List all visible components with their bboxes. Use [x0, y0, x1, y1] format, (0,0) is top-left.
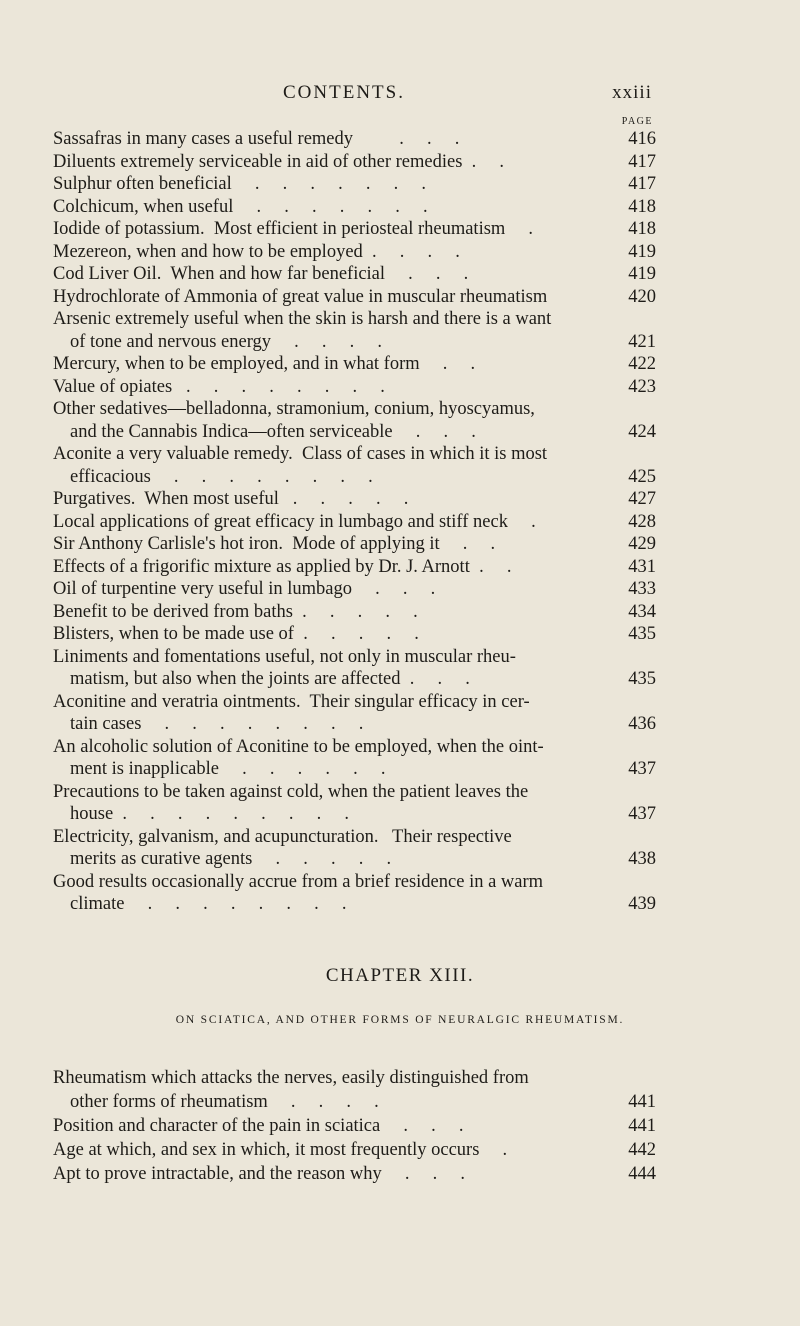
toc-entry-text: Good results occasionally accrue from a brief residence in a warm climate . . . . . . . .	[53, 871, 544, 914]
toc-entry-page: 438	[628, 849, 656, 869]
toc-entry-text: Liniments and fomentations useful, not only in muscular rheu- matism, but also when the joints are affected . . .	[53, 646, 516, 689]
toc-entry-page: 437	[628, 759, 656, 779]
toc-entry-page: 429	[628, 534, 656, 554]
toc-entry-page: 416	[628, 129, 656, 149]
toc-entry	[53, 601, 656, 624]
toc-entry-page: 433	[628, 579, 656, 599]
toc-entry-text: Sulphur often beneficial . . . . . . .	[53, 174, 427, 194]
toc-entry-page: 441	[628, 1116, 656, 1136]
toc-entry	[53, 263, 656, 286]
toc-entry-page: 418	[628, 219, 656, 239]
toc-entry-page: 421	[628, 331, 656, 352]
toc-entry	[53, 1138, 656, 1162]
toc-entry-page: 435	[628, 669, 656, 689]
toc-entry-page: 435	[628, 624, 656, 644]
running-head	[0, 82, 800, 108]
toc-entry-text: Benefit to be derived from baths . . . . .	[53, 601, 418, 622]
toc-entry-page: 425	[628, 466, 656, 487]
toc-entry-text: Precautions to be taken against cold, when the patient leaves the house . . . . . . . . .	[53, 781, 529, 824]
toc-entry-page: 431	[628, 556, 656, 577]
toc-entry-text: Age at which, and sex in which, it most frequently occurs .	[53, 1140, 508, 1160]
toc-entry-page: 419	[628, 264, 656, 284]
chapter-title: CHAPTER XIII.	[325, 965, 475, 986]
toc-entry	[53, 353, 656, 376]
toc-entry-text: Value of opiates . . . . . . . .	[53, 376, 385, 397]
chapter-subtitle: ON SCIATICA, AND OTHER FORMS OF NEURALGIC RHEUMATISM.	[175, 1014, 625, 1026]
toc-entry	[53, 376, 656, 399]
toc-entry-text: Hydrochlorate of Ammonia of great value in muscular rheumatism	[53, 286, 548, 307]
toc-entry-text: Colchicum, when useful . . . . . . .	[53, 196, 428, 217]
header-page-number: xxiii	[612, 82, 652, 103]
toc-entry	[53, 781, 656, 826]
toc-entry	[53, 646, 656, 691]
toc-entry-text: Aconite a very valuable remedy. Class of cases in which it is most efficacious . . . . . . . .	[53, 444, 548, 487]
toc-entry-page: 418	[628, 196, 656, 217]
toc-entry-text: Diluents extremely serviceable in aid of other remedies . .	[53, 151, 505, 172]
toc-entry	[53, 218, 656, 241]
toc-entry-text: Electricity, galvanism, and acupuncturation. Their respective merits as curative agents . . . . .	[53, 826, 512, 869]
toc-entry-page: 434	[628, 601, 656, 622]
toc-entry-text: Mercury, when to be employed, and in what form . .	[53, 354, 476, 374]
toc-entry-page: 417	[628, 174, 656, 194]
toc-entry-page: 428	[628, 511, 656, 532]
toc-entry	[53, 196, 656, 219]
toc-entry	[53, 1066, 656, 1114]
toc-entry-text: Sassafras in many cases a useful remedy . . .	[53, 129, 460, 149]
toc-entry	[53, 623, 656, 646]
chapter-contents-list	[53, 1066, 656, 1186]
toc-entry-text: Iodide of potassium. Most efficient in periosteal rheumatism .	[53, 219, 534, 239]
toc-entry	[53, 128, 656, 151]
toc-entry-text: Apt to prove intractable, and the reason why . . .	[53, 1164, 466, 1184]
toc-entry-page: 417	[628, 151, 656, 172]
toc-entry	[53, 241, 656, 264]
toc-entry-text: Local applications of great efficacy in lumbago and stiff neck .	[53, 511, 536, 532]
toc-entry	[53, 578, 656, 601]
toc-entry	[53, 398, 656, 443]
toc-entry	[53, 1162, 656, 1186]
toc-entry-page: 437	[628, 804, 656, 824]
toc-entry-text: Position and character of the pain in sciatica . . .	[53, 1116, 464, 1136]
toc-entry-text: Mezereon, when and how to be employed . . . .	[53, 241, 460, 262]
toc-entry	[53, 826, 656, 871]
toc-entry-page: 444	[628, 1164, 656, 1184]
toc-entry	[53, 151, 656, 174]
toc-entry-text: Sir Anthony Carlisle's hot iron. Mode of applying it . .	[53, 534, 496, 554]
contents-list	[53, 128, 656, 916]
toc-entry-text: Aconitine and veratria ointments. Their singular efficacy in cer- tain cases . . . . . . . .	[53, 691, 530, 734]
toc-entry	[53, 556, 656, 579]
toc-entry-text: Oil of turpentine very useful in lumbago . . .	[53, 579, 436, 599]
toc-entry-page: 424	[628, 421, 656, 442]
toc-entry	[53, 533, 656, 556]
toc-entry-text: Blisters, when to be made use of . . . . .	[53, 624, 419, 644]
toc-entry-page: 422	[628, 354, 656, 374]
toc-entry	[53, 443, 656, 488]
toc-entry-page: 419	[628, 241, 656, 262]
toc-entry	[53, 871, 656, 916]
toc-entry	[53, 286, 656, 309]
toc-entry-page: 439	[628, 894, 656, 914]
toc-entry	[53, 308, 656, 353]
toc-entry-text: Effects of a frigorific mixture as applied by Dr. J. Arnott . .	[53, 556, 512, 577]
toc-entry	[53, 173, 656, 196]
toc-entry	[53, 488, 656, 511]
toc-entry-text: Cod Liver Oil. When and how far beneficial . . .	[53, 264, 469, 284]
toc-entry-page: 436	[628, 714, 656, 734]
header-title: CONTENTS.	[283, 82, 405, 103]
toc-entry-page: 427	[628, 489, 656, 509]
toc-entry-text: Other sedatives—belladonna, stramonium, conium, hyoscyamus, and the Cannabis Indica—often serviceable . . .	[53, 399, 535, 442]
toc-entry-page: 420	[628, 286, 656, 307]
toc-entry-text: An alcoholic solution of Aconitine to be employed, when the oint- ment is inapplicable . . . . . .	[53, 736, 544, 779]
toc-entry-page: 423	[628, 376, 656, 397]
toc-entry	[53, 1114, 656, 1138]
toc-entry-page: 441	[628, 1092, 656, 1112]
toc-entry	[53, 691, 656, 736]
toc-entry	[53, 736, 656, 781]
toc-entry-text: Arsenic extremely useful when the skin is harsh and there is a want of tone and nervous energy . . . .	[53, 309, 552, 352]
toc-entry-text: Rheumatism which attacks the nerves, easily distinguished from other forms of rheumatism . . . .	[53, 1068, 529, 1112]
page-column-label: PAGE	[621, 116, 653, 127]
toc-entry-text: Purgatives. When most useful . . . . .	[53, 489, 409, 509]
toc-entry	[53, 511, 656, 534]
toc-entry-page: 442	[628, 1140, 656, 1160]
